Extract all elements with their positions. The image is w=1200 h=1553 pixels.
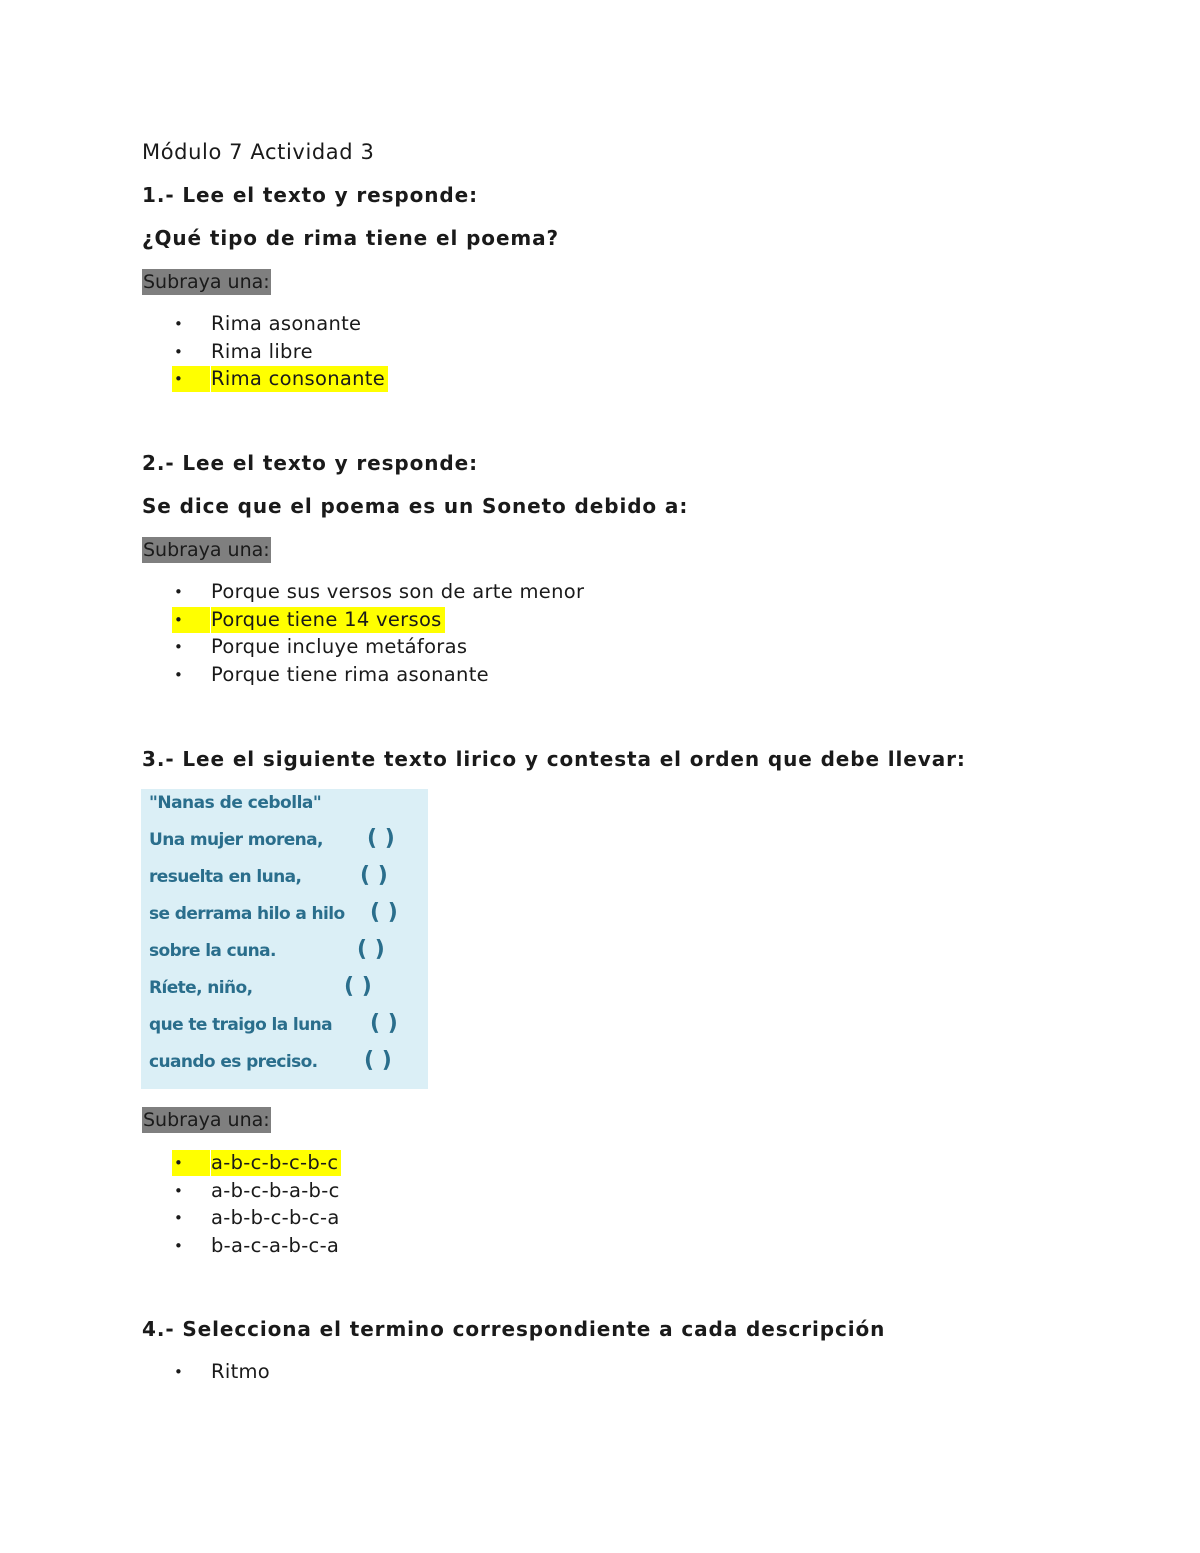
question-1-prompt: ¿Qué tipo de rima tiene el poema?	[142, 226, 560, 250]
bullet-icon: •	[172, 607, 210, 633]
question-2-prompt: Se dice que el poema es un Soneto debido a:	[142, 494, 689, 518]
bullet-icon: •	[174, 1363, 184, 1381]
question-2-heading: 2.- Lee el texto y responde:	[142, 451, 478, 475]
order-blank: ( )	[357, 937, 385, 962]
poem-verse: cuando es preciso.	[149, 1052, 318, 1072]
option-text: Porque sus versos son de arte menor	[211, 580, 585, 603]
order-blank: ( )	[360, 863, 388, 888]
bullet-icon: •	[174, 342, 184, 361]
option-text: a-b-b-c-b-c-a	[211, 1206, 340, 1229]
option-text: Rima consonante	[211, 366, 388, 392]
option-text: Ritmo	[211, 1360, 271, 1383]
question-3-heading: 3.- Lee el siguiente texto lirico y contesta el orden que debe llevar:	[142, 747, 966, 771]
order-blank: ( )	[370, 1011, 398, 1036]
question-2-instruction: Subraya una:	[143, 539, 270, 561]
poem-title: "Nanas de cebolla"	[149, 793, 322, 813]
question-1-instruction: Subraya una:	[143, 271, 270, 293]
poem-verse: que te traigo la luna	[149, 1015, 332, 1035]
bullet-icon: •	[174, 1209, 184, 1227]
option-text: Porque tiene 14 versos	[211, 607, 445, 633]
bullet-icon: •	[174, 638, 184, 656]
bullet-icon: •	[172, 366, 210, 392]
poem-verse: Una mujer morena,	[149, 830, 323, 850]
option-text: Porque incluye metáforas	[211, 635, 468, 658]
order-blank: ( )	[370, 900, 398, 925]
option-text: Rima libre	[211, 339, 313, 363]
poem-verse: se derrama hilo a hilo	[149, 904, 345, 924]
poem-verse: sobre la cuna.	[149, 941, 276, 961]
option-text: a-b-c-b-a-b-c	[211, 1178, 340, 1202]
bullet-icon: •	[174, 315, 184, 333]
poem-verse: Ríete, niño,	[149, 978, 253, 998]
bullet-icon: •	[174, 1236, 184, 1255]
order-blank: ( )	[364, 1048, 392, 1073]
bullet-icon: •	[174, 665, 184, 684]
option-text: Porque tiene rima asonante	[211, 662, 489, 686]
order-blank: ( )	[367, 826, 395, 851]
option-text: a-b-c-b-c-b-c	[211, 1150, 341, 1176]
poem-box	[141, 789, 428, 1089]
poem-verse: resuelta en luna,	[149, 867, 302, 887]
order-blank: ( )	[344, 974, 372, 999]
bullet-icon: •	[174, 583, 184, 601]
question-4-heading: 4.- Selecciona el termino correspondiente a cada descripción	[142, 1317, 886, 1341]
question-1-heading: 1.- Lee el texto y responde:	[142, 183, 478, 207]
bullet-icon: •	[172, 1150, 210, 1176]
option-text: b-a-c-a-b-c-a	[211, 1233, 340, 1257]
question-3-instruction: Subraya una:	[143, 1109, 270, 1131]
option-text: Rima asonante	[211, 312, 362, 335]
bullet-icon: •	[174, 1181, 184, 1200]
document-title: Módulo 7 Actividad 3	[142, 140, 375, 164]
